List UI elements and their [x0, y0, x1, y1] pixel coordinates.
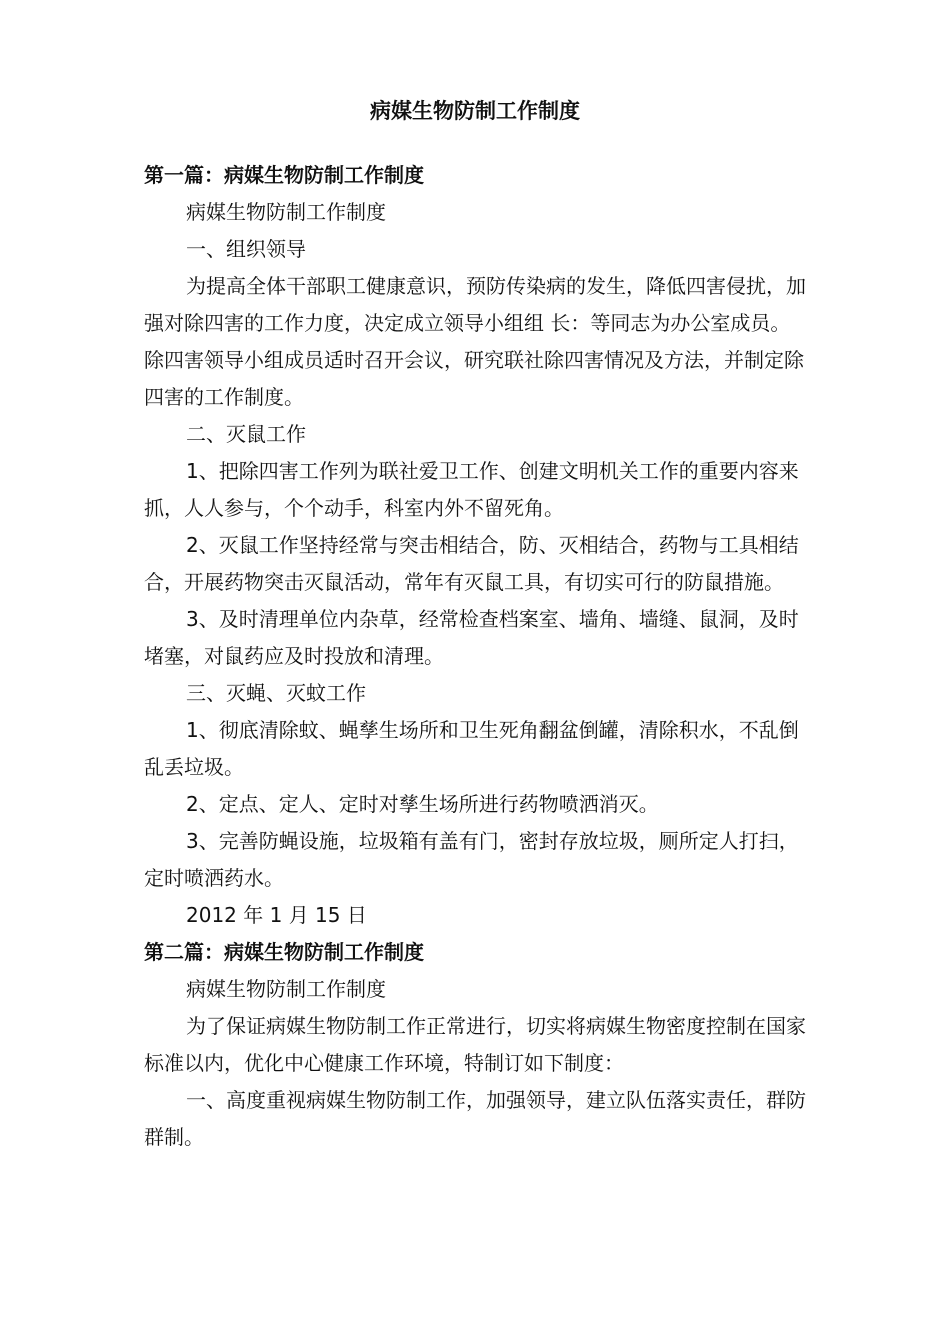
section-2-subtitle: 病媒生物防制工作制度 — [186, 977, 386, 1001]
section-2-paragraph: 为了保证病媒生物防制工作正常进行，切实将病媒生物密度控制在国家标准以内，优化中心健康工作环境，特制订如下制度： — [144, 1014, 806, 1075]
section-1-item-organization: 一、组织领导 — [186, 237, 306, 261]
document-title: 病媒生物防制工作制度 — [370, 99, 580, 123]
section-2-heading: 第二篇：病媒生物防制工作制度 — [144, 940, 424, 964]
section-1-paragraph: 2、灭鼠工作坚持经常与突击相结合，防、灭相结合，药物与工具相结合，开展药物突击灭鼠活动，常年有灭鼠工具，有切实可行的防鼠措施。 — [144, 533, 799, 594]
document-body — [144, 157, 810, 1156]
section-1-paragraph: 2、定点、定人、定时对孳生场所进行药物喷洒消灭。 — [186, 792, 659, 816]
section-1-paragraph: 3、完善防蝇设施，垃圾箱有盖有门，密封存放垃圾，厕所定人打扫，定时喷洒药水。 — [144, 829, 799, 890]
section-1-heading: 第一篇：病媒生物防制工作制度 — [144, 163, 424, 187]
section-1-subtitle: 病媒生物防制工作制度 — [186, 200, 386, 224]
section-1-paragraph: 3、及时清理单位内杂草，经常检查档案室、墙角、墙缝、鼠洞，及时堵塞，对鼠药应及时投放和清理。 — [144, 607, 799, 668]
section-1-date: 2012 年 1 月 15 日 — [186, 903, 367, 927]
section-1-paragraph: 为提高全体干部职工健康意识，预防传染病的发生，降低四害侵扰，加强对除四害的工作力度，决定成立领导小组组 长：等同志为办公室成员。除四害领导小组成员适时召开会议，研究联社除四害情况及方法，并制定除四害的工作制度。 — [144, 274, 806, 409]
section-1-paragraph: 1、彻底清除蚊、蝇孳生场所和卫生死角翻盆倒罐，清除积水，不乱倒乱丢垃圾。 — [144, 718, 799, 779]
section-2-paragraph: 一、高度重视病媒生物防制工作，加强领导，建立队伍落实责任，群防群制。 — [144, 1088, 806, 1149]
section-1-item-rodent: 二、灭鼠工作 — [186, 422, 306, 446]
section-1-item-fly-mosquito: 三、灭蝇、灭蚊工作 — [186, 681, 366, 705]
section-1-paragraph: 1、把除四害工作列为联社爱卫工作、创建文明机关工作的重要内容来抓，人人参与，个个动手，科室内外不留死角。 — [144, 459, 799, 520]
